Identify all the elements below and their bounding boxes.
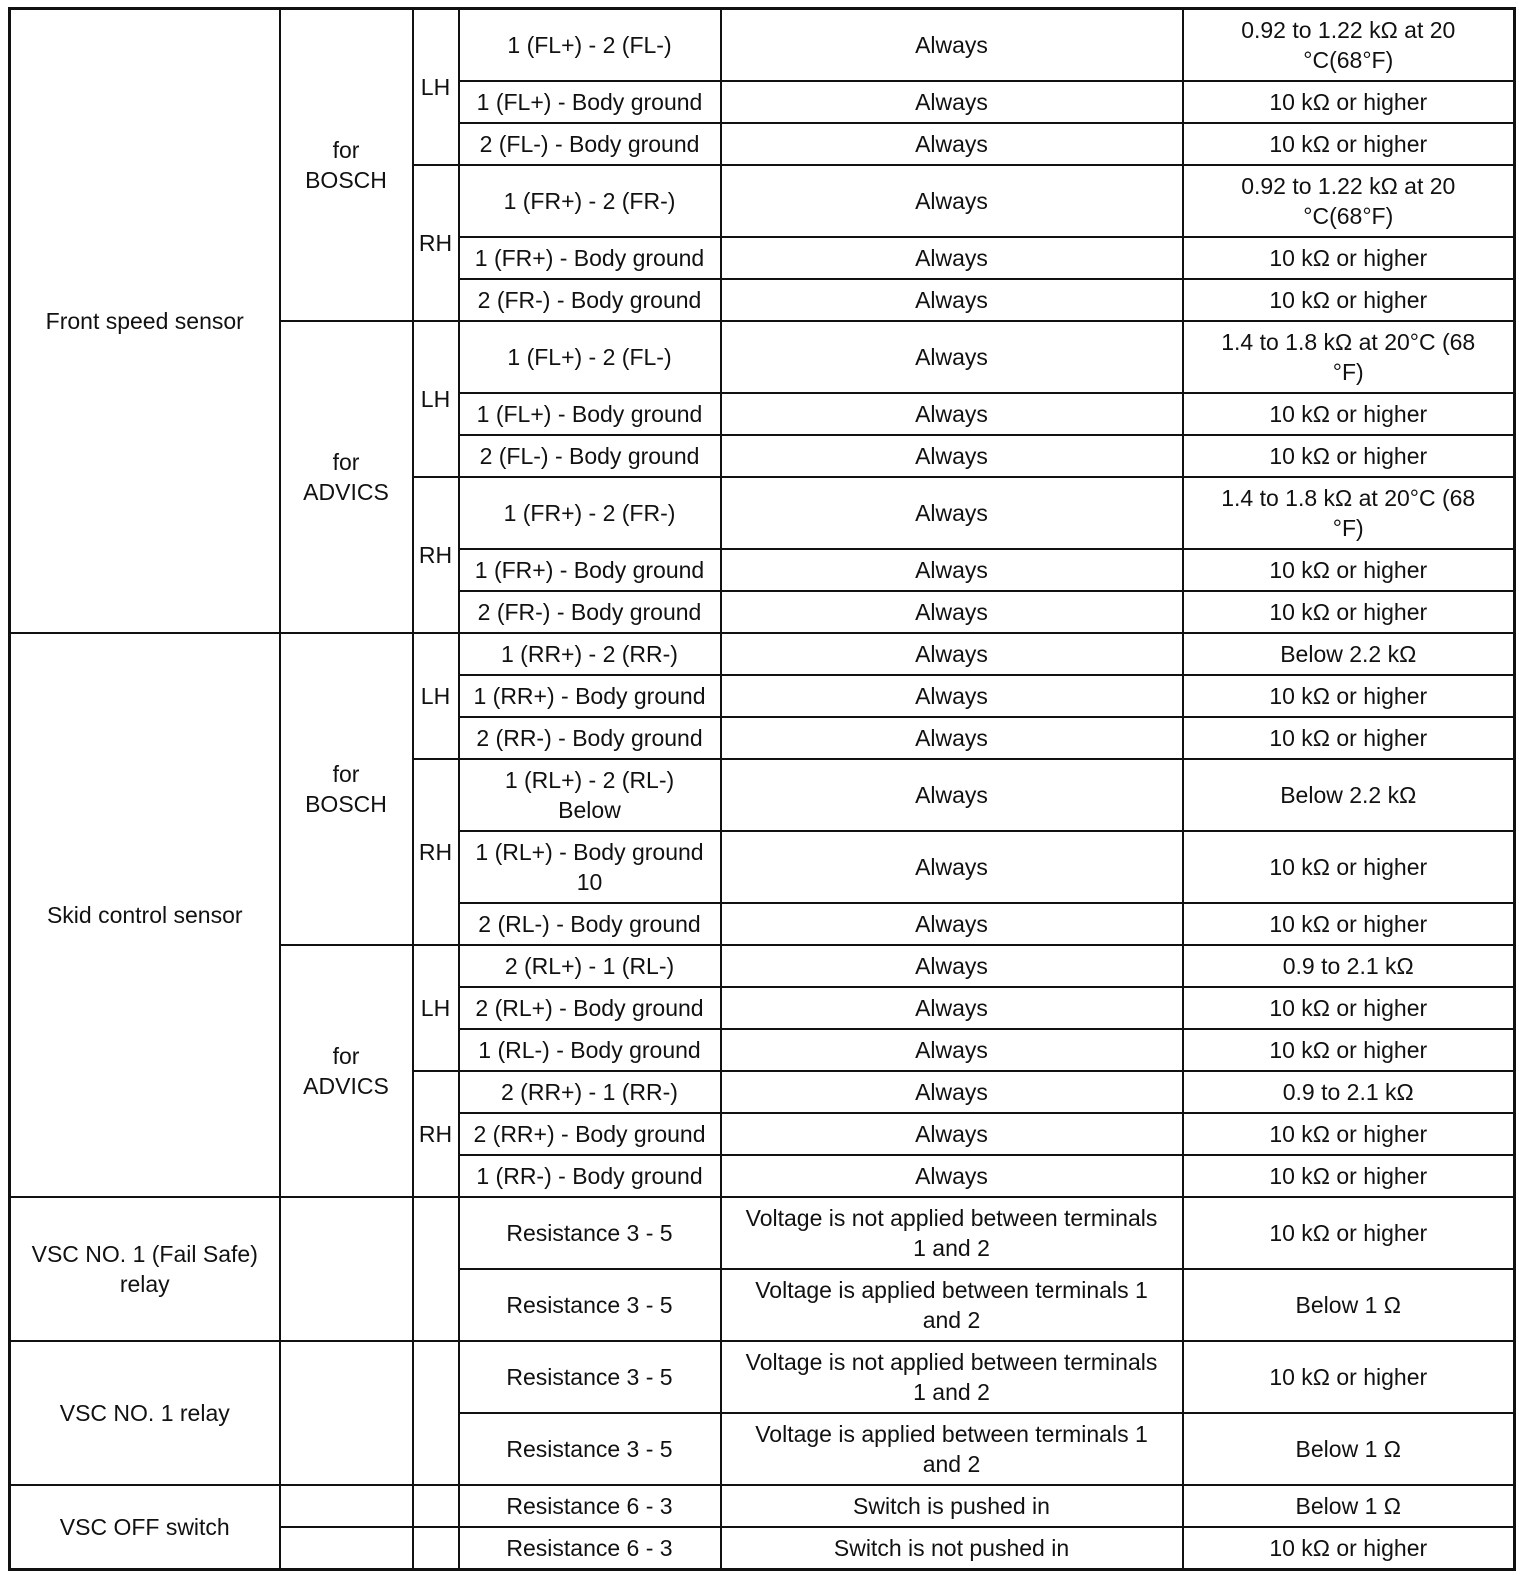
tester-connection: 1 (RL-) - Body ground — [459, 1029, 721, 1071]
specified-condition: 10 kΩ or higher — [1183, 987, 1515, 1029]
specified-condition: 0.9 to 2.1 kΩ — [1183, 945, 1515, 987]
empty-cell — [280, 1197, 413, 1341]
table-row — [10, 1485, 1515, 1527]
condition: Always — [721, 9, 1183, 82]
condition: Always — [721, 165, 1183, 237]
specified-condition: 10 kΩ or higher — [1183, 1341, 1515, 1413]
condition: Always — [721, 675, 1183, 717]
specified-condition: 10 kΩ or higher — [1183, 123, 1515, 165]
empty-cell — [413, 1197, 459, 1341]
side-label: RH — [413, 1071, 459, 1197]
tester-connection: 1 (RL+) - Body ground 10 — [459, 831, 721, 903]
specified-condition: 10 kΩ or higher — [1183, 1029, 1515, 1071]
condition: Always — [721, 987, 1183, 1029]
specified-condition: 10 kΩ or higher — [1183, 903, 1515, 945]
tester-connection: 1 (FL+) - 2 (FL-) — [459, 9, 721, 82]
specified-condition: 10 kΩ or higher — [1183, 1113, 1515, 1155]
condition: Voltage is not applied between terminals 1 and 2 — [721, 1341, 1183, 1413]
condition: Switch is not pushed in — [721, 1527, 1183, 1570]
tester-connection: 1 (FL+) - Body ground — [459, 81, 721, 123]
specified-condition: 10 kΩ or higher — [1183, 591, 1515, 633]
table-row — [10, 1197, 1515, 1269]
condition: Always — [721, 831, 1183, 903]
tester-connection: 1 (FR+) - 2 (FR-) — [459, 165, 721, 237]
tester-connection: 2 (RR+) - 1 (RR-) — [459, 1071, 721, 1113]
tester-connection: 1 (FL+) - 2 (FL-) — [459, 321, 721, 393]
side-label: LH — [413, 9, 459, 166]
supplier-label: for BOSCH — [280, 9, 413, 322]
condition: Voltage is applied between terminals 1 and 2 — [721, 1269, 1183, 1341]
table-row — [10, 9, 1515, 82]
condition: Always — [721, 321, 1183, 393]
table-row — [10, 633, 1515, 675]
condition: Always — [721, 549, 1183, 591]
specified-condition: 10 kΩ or higher — [1183, 237, 1515, 279]
condition: Always — [721, 1071, 1183, 1113]
tester-connection: 2 (FR-) - Body ground — [459, 279, 721, 321]
specified-condition: Below 2.2 kΩ — [1183, 633, 1515, 675]
component-name: VSC NO. 1 (Fail Safe) relay — [10, 1197, 280, 1341]
table-row — [10, 1341, 1515, 1413]
empty-cell — [280, 1485, 413, 1527]
side-label: RH — [413, 165, 459, 321]
specified-condition: Below 2.2 kΩ — [1183, 759, 1515, 831]
condition: Always — [721, 945, 1183, 987]
condition: Voltage is applied between terminals 1 and 2 — [721, 1413, 1183, 1485]
specified-condition: 10 kΩ or higher — [1183, 831, 1515, 903]
specified-condition: 10 kΩ or higher — [1183, 549, 1515, 591]
tester-connection: Resistance 3 - 5 — [459, 1197, 721, 1269]
table-body — [10, 9, 1515, 1570]
tester-connection: 1 (RL+) - 2 (RL-) Below — [459, 759, 721, 831]
specified-condition: 10 kΩ or higher — [1183, 435, 1515, 477]
condition: Switch is pushed in — [721, 1485, 1183, 1527]
condition: Always — [721, 237, 1183, 279]
specified-condition: 10 kΩ or higher — [1183, 81, 1515, 123]
specified-condition: 10 kΩ or higher — [1183, 393, 1515, 435]
tester-connection: Resistance 6 - 3 — [459, 1527, 721, 1570]
condition: Always — [721, 123, 1183, 165]
tester-connection: 1 (RR-) - Body ground — [459, 1155, 721, 1197]
empty-cell — [413, 1527, 459, 1570]
tester-connection: Resistance 3 - 5 — [459, 1269, 721, 1341]
specified-condition: 0.92 to 1.22 kΩ at 20 °C(68°F) — [1183, 9, 1515, 82]
tester-connection: 2 (RR+) - Body ground — [459, 1113, 721, 1155]
specified-condition: Below 1 Ω — [1183, 1269, 1515, 1341]
empty-cell — [413, 1485, 459, 1527]
condition: Always — [721, 717, 1183, 759]
tester-connection: 2 (FL-) - Body ground — [459, 435, 721, 477]
condition: Always — [721, 279, 1183, 321]
empty-cell — [280, 1527, 413, 1570]
component-name: VSC NO. 1 relay — [10, 1341, 280, 1485]
side-label: RH — [413, 477, 459, 633]
specified-condition: 10 kΩ or higher — [1183, 1197, 1515, 1269]
tester-connection: 2 (FR-) - Body ground — [459, 591, 721, 633]
specified-condition: 1.4 to 1.8 kΩ at 20°C (68 °F) — [1183, 321, 1515, 393]
tester-connection: 2 (RR-) - Body ground — [459, 717, 721, 759]
condition: Always — [721, 1113, 1183, 1155]
condition: Always — [721, 81, 1183, 123]
condition: Always — [721, 633, 1183, 675]
specified-condition: 1.4 to 1.8 kΩ at 20°C (68 °F) — [1183, 477, 1515, 549]
component-name: VSC OFF switch — [10, 1485, 280, 1570]
tester-connection: 2 (RL-) - Body ground — [459, 903, 721, 945]
supplier-label: for ADVICS — [280, 321, 413, 633]
side-label: LH — [413, 945, 459, 1071]
specified-condition: Below 1 Ω — [1183, 1485, 1515, 1527]
tester-connection: 2 (FL-) - Body ground — [459, 123, 721, 165]
condition: Always — [721, 591, 1183, 633]
tester-connection: Resistance 3 - 5 — [459, 1413, 721, 1485]
specified-condition: 10 kΩ or higher — [1183, 279, 1515, 321]
component-name: Front speed sensor — [10, 9, 280, 634]
specified-condition: Below 1 Ω — [1183, 1413, 1515, 1485]
supplier-label: for ADVICS — [280, 945, 413, 1197]
empty-cell — [280, 1341, 413, 1485]
side-label: RH — [413, 759, 459, 945]
condition: Always — [721, 1029, 1183, 1071]
condition: Always — [721, 477, 1183, 549]
component-name: Skid control sensor — [10, 633, 280, 1197]
supplier-label: for BOSCH — [280, 633, 413, 945]
empty-cell — [413, 1341, 459, 1485]
condition: Always — [721, 393, 1183, 435]
condition: Always — [721, 759, 1183, 831]
specified-condition: 10 kΩ or higher — [1183, 1527, 1515, 1570]
specified-condition: 10 kΩ or higher — [1183, 1155, 1515, 1197]
specified-condition: 10 kΩ or higher — [1183, 717, 1515, 759]
specified-condition: 0.92 to 1.22 kΩ at 20 °C(68°F) — [1183, 165, 1515, 237]
tester-connection: Resistance 3 - 5 — [459, 1341, 721, 1413]
inspection-spec-table — [8, 7, 1516, 1571]
side-label: LH — [413, 321, 459, 477]
tester-connection: Resistance 6 - 3 — [459, 1485, 721, 1527]
specified-condition: 10 kΩ or higher — [1183, 675, 1515, 717]
tester-connection: 1 (FR+) - Body ground — [459, 237, 721, 279]
tester-connection: 1 (RR+) - Body ground — [459, 675, 721, 717]
condition: Always — [721, 435, 1183, 477]
side-label: LH — [413, 633, 459, 759]
tester-connection: 2 (RL+) - 1 (RL-) — [459, 945, 721, 987]
condition: Always — [721, 1155, 1183, 1197]
tester-connection: 2 (RL+) - Body ground — [459, 987, 721, 1029]
condition: Voltage is not applied between terminals 1 and 2 — [721, 1197, 1183, 1269]
tester-connection: 1 (FR+) - 2 (FR-) — [459, 477, 721, 549]
specified-condition: 0.9 to 2.1 kΩ — [1183, 1071, 1515, 1113]
tester-connection: 1 (RR+) - 2 (RR-) — [459, 633, 721, 675]
tester-connection: 1 (FL+) - Body ground — [459, 393, 721, 435]
condition: Always — [721, 903, 1183, 945]
tester-connection: 1 (FR+) - Body ground — [459, 549, 721, 591]
